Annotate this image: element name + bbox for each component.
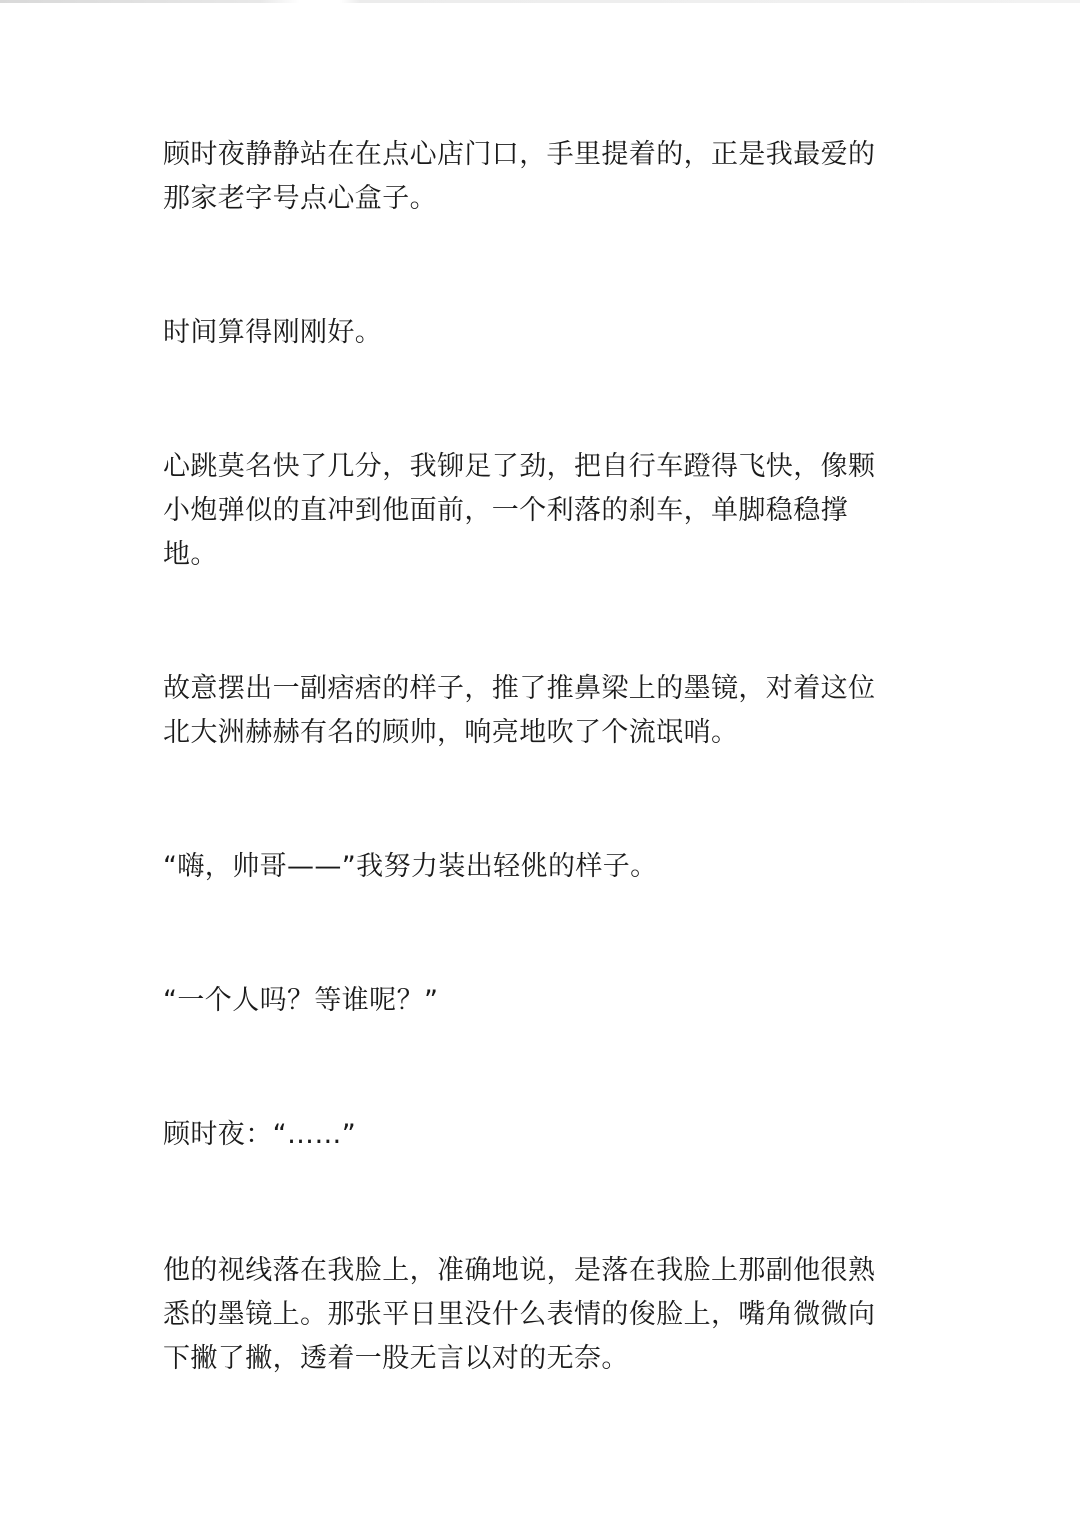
paragraph-7: 顾时夜：“……” bbox=[163, 1119, 357, 1150]
paragraph-6: “一个人吗？等谁呢？” bbox=[163, 985, 439, 1016]
top-edge-strip bbox=[0, 0, 1080, 3]
paragraph-4: 故意摆出一副痞痞的样子，推了推鼻梁上的墨镜，对着这位北大洲赫赫有名的顾帅，响亮地吹了个流氓哨。 bbox=[163, 673, 876, 748]
paragraph-5: “嗨，帅哥——”我努力装出轻佻的样子。 bbox=[163, 851, 658, 882]
paragraph-3: 心跳莫名快了几分，我铆足了劲，把自行车蹬得飞快，像颗小炮弹似的直冲到他面前，一个利落的刹车，单脚稳稳撑地。 bbox=[163, 451, 876, 570]
paragraph-2: 时间算得刚刚好。 bbox=[163, 317, 383, 348]
paragraph-1: 顾时夜静静站在在点心店门口，手里提着的，正是我最爱的那家老字号点心盒子。 bbox=[163, 139, 876, 214]
paragraph-8: 他的视线落在我脸上，准确地说，是落在我脸上那副他很熟悉的墨镜上。那张平日里没什么表情的俊脸上，嘴角微微向下撇了撇，透着一股无言以对的无奈。 bbox=[163, 1255, 876, 1374]
